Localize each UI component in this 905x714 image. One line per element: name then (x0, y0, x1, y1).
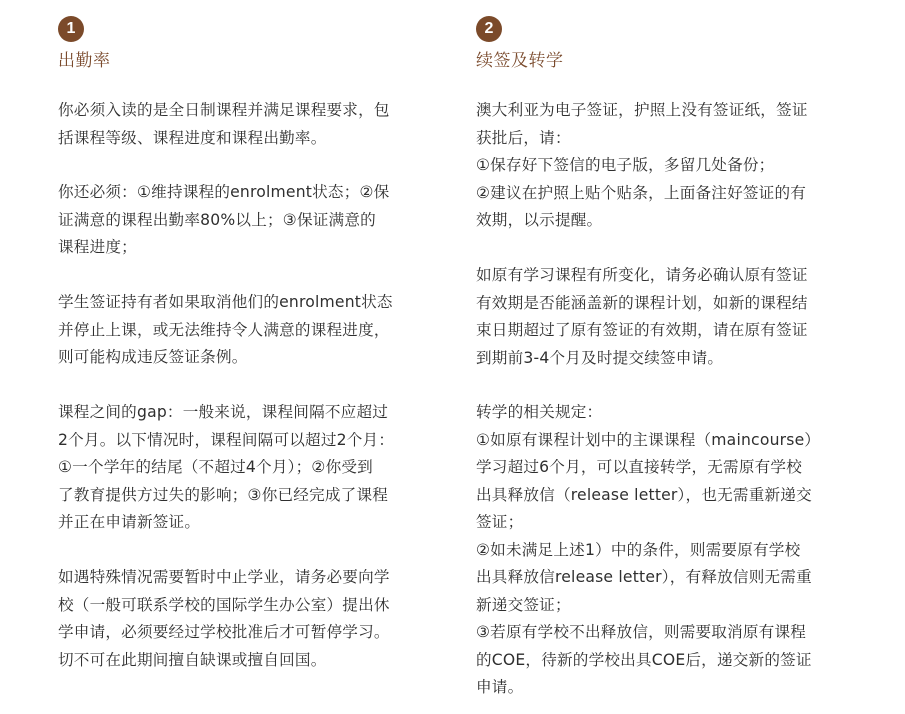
text-line: 签证； (476, 513, 524, 531)
text-line: 出具释放信（release letter），也无需重新递交 (476, 485, 812, 504)
paragraph (58, 179, 430, 262)
section-renewal-transfer (476, 16, 848, 696)
text-line: 申请。 (476, 678, 524, 696)
text-line: 澳大利亚为电子签证，护照上没有签证纸，签证 (476, 101, 808, 119)
paragraph (58, 97, 430, 152)
text-line: 如遇特殊情况需要暂时中止学业，请务必要向学 (58, 568, 390, 586)
text-line: ②建议在护照上贴个贴条，上面备注好签证的有 (476, 183, 807, 202)
text-line: 了教育提供方过失的影响；③你已经完成了课程 (58, 485, 389, 504)
paragraph (476, 97, 848, 235)
paragraph (58, 289, 430, 372)
text-line: ②如未满足上述1）中的条件，则需要原有学校 (476, 540, 801, 559)
text-line: 新递交签证； (476, 595, 571, 614)
text-line: 学习超过6个月，可以直接转学，无需原有学校 (476, 458, 802, 476)
section-title: 出勤率 (58, 51, 111, 71)
section-number-badge: 1 (58, 16, 84, 42)
text-line: 有效期是否能涵盖新的课程计划，如新的课程结 (476, 293, 808, 312)
text-line: ①一个学年的结尾（不超过4个月）；②你受到 (58, 458, 373, 476)
text-line: 出具释放信release letter），有释放信则无需重 (476, 568, 812, 586)
section-attendance (58, 16, 430, 669)
text-line: 到期前3-4个月及时提交续签申请。 (476, 348, 724, 367)
text-line: 并停止上课，或无法维持令人满意的课程进度， (58, 320, 390, 339)
text-line: 切不可在此期间擅自缺课或擅自回国。 (58, 650, 327, 669)
text-line: ①保存好下签信的电子版，多留几处备份； (476, 156, 775, 174)
text-line: 则可能构成违反签证条例。 (58, 348, 248, 366)
paragraph (58, 399, 430, 537)
text-line: 2个月。以下情况时，课程间隔可以超过2个月： (58, 430, 395, 449)
paragraph (58, 564, 430, 674)
text-line: 课程之间的gap：一般来说，课程间隔不应超过 (58, 403, 389, 421)
text-line: 效期，以示提醒。 (476, 211, 603, 229)
text-line: 学生签证持有者如果取消他们的enrolment状态 (58, 293, 393, 311)
text-line: 课程进度； (58, 238, 137, 256)
text-line: 如原有学习课程有所变化，请务必确认原有签证 (476, 266, 808, 284)
text-line: 证满意的课程出勤率80%以上；③保证满意的 (58, 210, 376, 229)
text-line: ①如原有课程计划中的主课课程（maincourse） (476, 430, 821, 449)
section-number-badge: 2 (476, 16, 502, 42)
text-line: 学申请，必须要经过学校批准后才可暂停学习。 (58, 623, 390, 641)
text-line: 你还必须：①维持课程的enrolment状态；②保 (58, 183, 390, 201)
text-line: 的COE，待新的学校出具COE后，递交新的签证 (476, 650, 812, 669)
paragraph (476, 399, 848, 702)
text-line: 你必须入读的是全日制课程并满足课程要求，包 (58, 101, 390, 119)
text-line: 并正在申请新签证。 (58, 513, 201, 531)
section-title: 续签及转学 (476, 51, 564, 71)
text-line: 转学的相关规定： (476, 403, 603, 421)
text-line: 括课程等级、课程进度和课程出勤率。 (58, 128, 327, 147)
text-line: 束日期超过了原有签证的有效期，请在原有签证 (476, 321, 808, 339)
text-line: 校（一般可联系学校的国际学生办公室）提出休 (58, 595, 390, 614)
text-line: 获批后，请： (476, 128, 571, 147)
paragraph (476, 262, 848, 372)
text-line: ③若原有学校不出释放信，则需要取消原有课程 (476, 623, 807, 641)
